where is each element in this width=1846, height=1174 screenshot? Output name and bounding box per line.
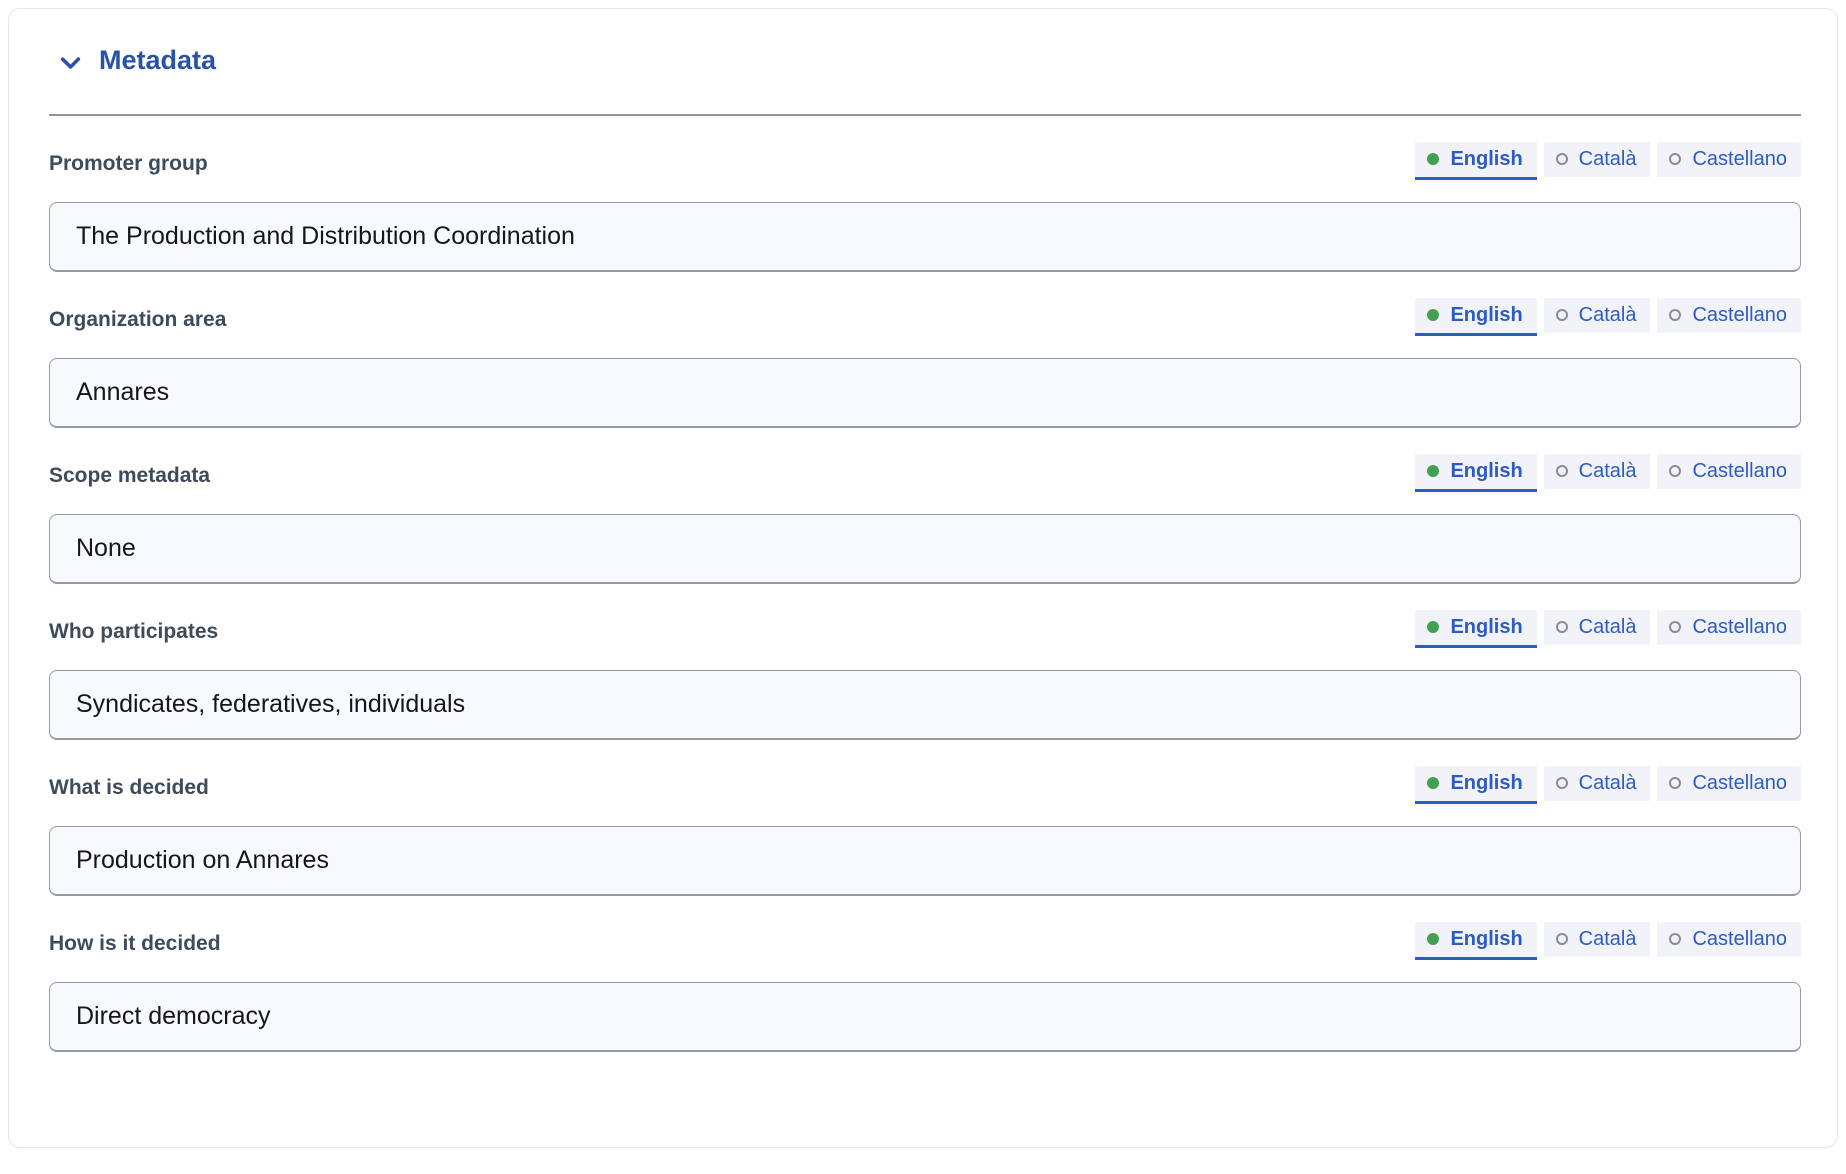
language-tab-label: Castellano (1692, 303, 1787, 326)
who-participates-input[interactable] (49, 670, 1801, 740)
field-how-is-it-decided (49, 922, 1801, 1052)
active-language-dot-icon (1427, 621, 1439, 633)
scope-metadata-input[interactable] (49, 514, 1801, 584)
language-tab-castellano[interactable] (1657, 142, 1801, 180)
language-tab-catala[interactable] (1544, 454, 1651, 492)
language-tab-english[interactable] (1415, 298, 1536, 336)
language-tab-castellano[interactable] (1657, 610, 1801, 648)
language-tab-catala[interactable] (1544, 922, 1651, 960)
language-selector (1415, 610, 1801, 648)
radio-circle-icon (1556, 153, 1568, 165)
language-selector (1415, 454, 1801, 492)
radio-circle-icon (1556, 309, 1568, 321)
language-tab-label: English (1450, 459, 1523, 482)
language-tab-label: Català (1578, 303, 1637, 326)
active-language-dot-icon (1427, 933, 1439, 945)
language-tab-castellano[interactable] (1657, 298, 1801, 336)
language-tab-label: English (1450, 927, 1523, 950)
language-tab-label: Castellano (1692, 771, 1787, 794)
language-tab-english[interactable] (1415, 922, 1536, 960)
language-tab-label: Castellano (1692, 927, 1787, 950)
section-title: Metadata (99, 45, 217, 75)
active-language-dot-icon (1427, 777, 1439, 789)
radio-circle-icon (1556, 621, 1568, 633)
language-selector (1415, 298, 1801, 336)
active-language-dot-icon (1427, 153, 1439, 165)
language-tab-label: English (1450, 771, 1523, 794)
radio-circle-icon (1669, 621, 1681, 633)
language-tab-label: Català (1578, 615, 1637, 638)
radio-circle-icon (1669, 153, 1681, 165)
field-label: Who participates (49, 619, 219, 643)
language-tab-english[interactable] (1415, 142, 1536, 180)
active-language-dot-icon (1427, 465, 1439, 477)
divider (49, 114, 1801, 116)
language-tab-castellano[interactable] (1657, 922, 1801, 960)
language-tab-castellano[interactable] (1657, 766, 1801, 804)
promoter-group-input[interactable] (49, 202, 1801, 272)
radio-circle-icon (1669, 933, 1681, 945)
organization-area-input[interactable] (49, 358, 1801, 428)
radio-circle-icon (1669, 465, 1681, 477)
language-tab-label: Castellano (1692, 459, 1787, 482)
field-what-is-decided (49, 766, 1801, 896)
what-is-decided-input[interactable] (49, 826, 1801, 896)
language-tab-castellano[interactable] (1657, 454, 1801, 492)
language-tab-english[interactable] (1415, 766, 1536, 804)
language-tab-label: English (1450, 303, 1523, 326)
field-label: Scope metadata (49, 463, 211, 487)
active-language-dot-icon (1427, 309, 1439, 321)
language-tab-label: Castellano (1692, 615, 1787, 638)
language-selector (1415, 922, 1801, 960)
radio-circle-icon (1556, 777, 1568, 789)
field-label: How is it decided (49, 931, 221, 955)
field-who-participates (49, 610, 1801, 740)
language-tab-label: Castellano (1692, 147, 1787, 170)
language-tab-catala[interactable] (1544, 610, 1651, 648)
language-selector (1415, 766, 1801, 804)
language-selector (1415, 142, 1801, 180)
field-organization-area (49, 298, 1801, 428)
language-tab-english[interactable] (1415, 454, 1536, 492)
language-tab-catala[interactable] (1544, 142, 1651, 180)
language-tab-catala[interactable] (1544, 298, 1651, 336)
radio-circle-icon (1556, 465, 1568, 477)
language-tab-label: Català (1578, 771, 1637, 794)
field-promoter-group (49, 142, 1801, 272)
radio-circle-icon (1669, 309, 1681, 321)
language-tab-label: Català (1578, 147, 1637, 170)
field-label: Promoter group (49, 151, 208, 175)
language-tab-label: Català (1578, 927, 1637, 950)
field-label: Organization area (49, 307, 227, 331)
field-scope-metadata (49, 454, 1801, 584)
how-is-it-decided-input[interactable] (49, 982, 1801, 1052)
language-tab-english[interactable] (1415, 610, 1536, 648)
radio-circle-icon (1669, 777, 1681, 789)
radio-circle-icon (1556, 933, 1568, 945)
language-tab-catala[interactable] (1544, 766, 1651, 804)
language-tab-label: English (1450, 147, 1523, 170)
field-label: What is decided (49, 775, 209, 799)
language-tab-label: English (1450, 615, 1523, 638)
language-tab-label: Català (1578, 459, 1637, 482)
chevron-down-icon (57, 49, 84, 76)
metadata-section-toggle[interactable] (57, 45, 216, 76)
metadata-panel (8, 8, 1838, 1148)
